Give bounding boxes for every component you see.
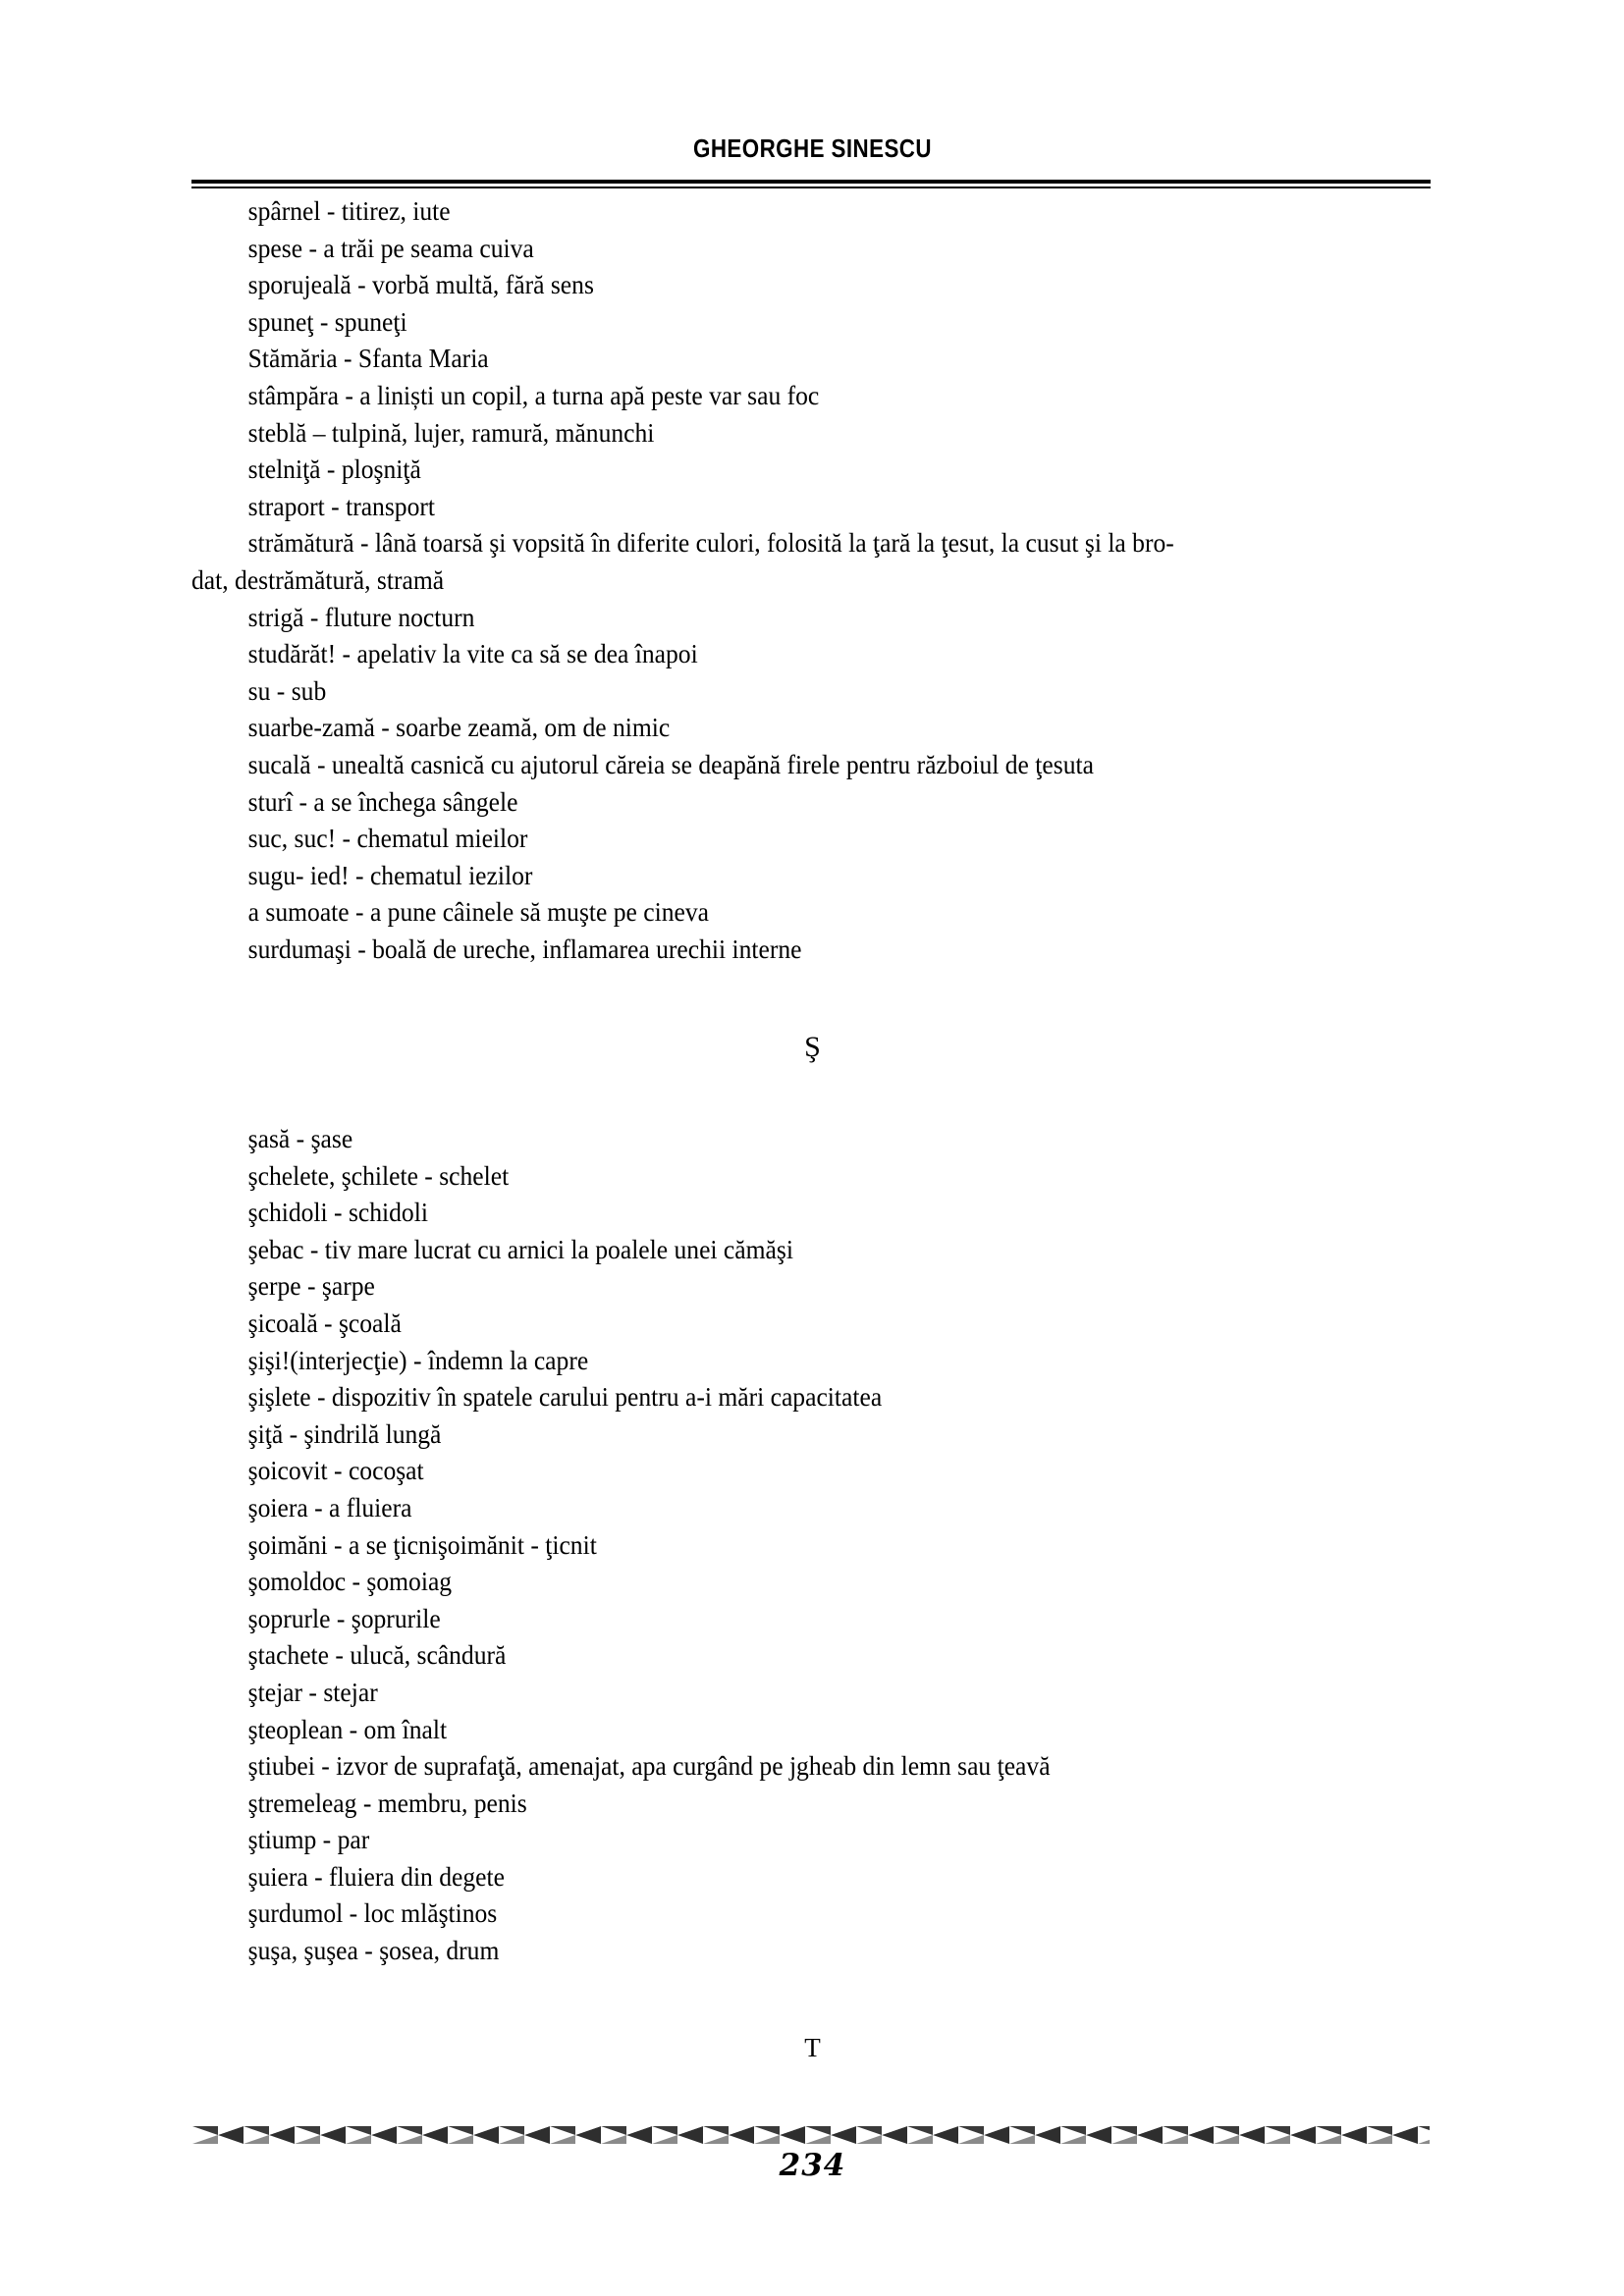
glossary-entry: suarbe-zamă - soarbe zeamă, om de nimic [247,712,671,743]
glossary-entry: sturî - a se închega sângele [247,785,518,817]
glossary-entry: straport - transport [247,490,436,521]
glossary-entry: şicoală - şcoală [247,1307,402,1338]
glossary-entry: ştiubei - izvor de suprafaţă, amenajat, apa curgând pe jgheab din lemn sau ţeavă [247,1750,1051,1782]
section-letter-heading-t: T [804,2033,821,2062]
glossary-entry: şiţă - şindrilă lungă [247,1417,442,1449]
glossary-entry: şişi!(interjecţie) - îndemn la capre [247,1344,589,1375]
glossary-entry: ştiump - par [247,1824,370,1855]
glossary-entry: şurdumol - loc mlăştinos [247,1897,498,1929]
glossary-entry: şuşa, şuşea - şosea, drum [247,1935,500,1966]
glossary-entry: studărăt! - apelativ la vite ca să se dea înapoi [247,638,698,669]
glossary-entry: strigă - fluture nocturn [247,601,475,632]
glossary-entry: Stămăria - Sfanta Maria [247,343,489,374]
glossary-section-s [191,192,1346,967]
footer-ornament-border [192,2124,1430,2146]
glossary-entry: sucală - unealtă casnică cu ajutorul căreia se deapănă firele pentru războiul de ţesuta [247,748,1094,779]
glossary-entry: şoimăni - a se ţicnişoimănit - ţicnit [247,1528,597,1560]
glossary-entry: şoiera - a fluiera [247,1491,412,1522]
glossary-entry: ştachete - ulucă, scândură [247,1639,507,1671]
glossary-entry: spese - a trăi pe seama cuiva [247,232,534,263]
running-head: GHEORGHE SINESCU [693,133,932,163]
glossary-entry: şchelete, şchilete - schelet [247,1159,510,1191]
glossary-entry: şerpe - şarpe [247,1270,375,1302]
glossary-entry: şoprurle - şoprurile [247,1602,441,1633]
glossary-entry: a sumoate - a pune câinele să muşte pe cineva [247,896,710,928]
glossary-entry: spuneţ - spuneţi [247,305,407,337]
page-number: 234 [779,2148,846,2183]
glossary-entry: sugu- ied! - chematul iezilor [247,859,533,890]
glossary-entry: stâmpăra - a liniști un copil, a turna apă peste var sau foc [247,379,820,410]
glossary-entry: stelniţă - ploşniţă [247,454,421,485]
glossary-entry: surdumaşi - boală de ureche, inflamarea urechii interne [247,933,802,964]
glossary-entry: şuiera - fluiera din degete [247,1860,505,1892]
glossary-entry: spârnel - titirez, iute [247,195,451,226]
glossary-entry: su - sub [247,674,327,706]
glossary-entry: şoicovit - cocoşat [247,1455,424,1486]
glossary-entry: şomoldoc - şomoiag [247,1566,453,1597]
header-rule-thin [191,187,1431,188]
glossary-entry: steblă – tulpină, lujer, ramură, mănunchi [247,416,655,448]
glossary-entry-wrapped-line1: strămătură - lână toarsă şi vopsită în diferite culori, folosită la ţară la ţesut, la cusut şi la bro- [247,527,1174,559]
glossary-entry: şteoplean - om înalt [247,1713,448,1744]
glossary-entry: şebac - tiv mare lucrat cu arnici la poalele unei cămăşi [247,1233,793,1264]
glossary-entry: şasă - şase [247,1123,353,1153]
zigzag-triangle-icon [192,2124,1430,2146]
glossary-entry: ştremeleag - membru, penis [247,1787,527,1818]
glossary-entry: şişlete - dispozitiv în spatele carului pentru a-i mări capacitatea [247,1381,883,1413]
glossary-entry: suc, suc! - chematul mieilor [247,823,528,854]
glossary-entry: şchidoli - schidoli [247,1197,428,1228]
section-letter-heading-s-cedilla: Ş [804,1031,821,1063]
glossary-entry-wrapped-line2: dat, destrămătură, stramă [191,563,445,595]
header-rule [191,180,1431,188]
glossary-entry: ştejar - stejar [247,1676,378,1707]
glossary-entry: sporujeală - vorbă multă, fără sens [247,269,594,300]
glossary-section-s-cedilla [191,1120,1346,1969]
